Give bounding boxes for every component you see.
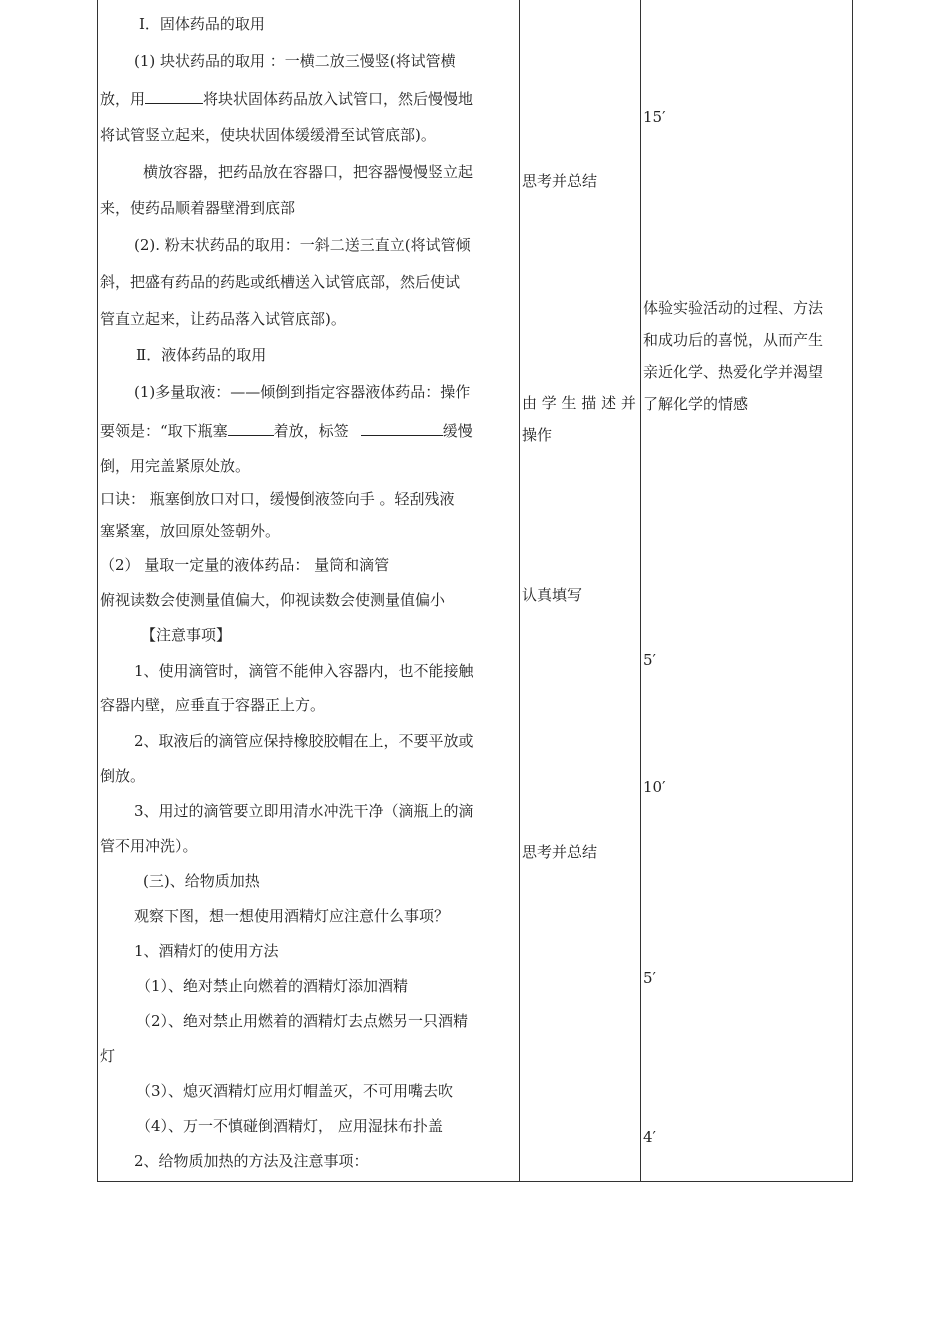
activity-item: 操作 xyxy=(522,426,553,444)
text-line: （2）、绝对禁止用燃着的酒精灯去点燃另一只酒精 xyxy=(136,1012,469,1030)
fill-blank xyxy=(145,88,203,104)
goal-line: 和成功后的喜悦，从而产生 xyxy=(643,331,824,349)
activity-item: 认真填写 xyxy=(522,586,583,604)
text-line: 要领是：“取下瓶塞 着放，标签 缓慢 xyxy=(100,422,473,440)
text-line: 倒放。 xyxy=(100,767,146,785)
text-line: 横放容器，把药品放在容器口，把容器慢慢竖立起 xyxy=(143,163,474,181)
heading-liquid-reagents: Ⅱ．液体药品的取用 xyxy=(136,346,267,364)
text-line: 1、酒精灯的使用方法 xyxy=(134,942,279,960)
heading-solid-reagents: Ⅰ．固体药品的取用 xyxy=(139,15,265,33)
text-line: 管不用冲洗）。 xyxy=(100,837,198,855)
time-value: 4′ xyxy=(643,1128,656,1146)
text-line: 观察下图，想一想使用酒精灯应注意什么事项？ xyxy=(134,907,450,925)
activity-item: 由 学 生 描 述 并 xyxy=(522,394,636,412)
text-line: 容器内壁，应垂直于容器正上方。 xyxy=(100,696,326,714)
time-value: 15′ xyxy=(643,108,666,126)
text-line: 放，用 将块状固体药品放入试管口，然后慢慢地 xyxy=(100,90,474,108)
column-divider-1 xyxy=(519,0,520,1181)
fill-blank xyxy=(228,420,274,436)
text-line: 1、使用滴管时，滴管不能伸入容器内，也不能接触 xyxy=(134,662,474,680)
text-line: （1）、绝对禁止向燃着的酒精灯添加酒精 xyxy=(136,977,409,995)
goal-line: 亲近化学、热爱化学并渴望 xyxy=(643,363,824,381)
text-line: 来，使药品顺着器壁滑到底部 xyxy=(100,199,296,217)
text-line: 倒，用完盖紧原处放。 xyxy=(100,457,251,475)
text-line: (1)多量取液：——倾倒到指定容器液体药品：操作 xyxy=(134,383,471,401)
text-line: (1) 块状药品的取用 ：一横二放三慢竖(将试管横 xyxy=(134,52,456,70)
text-line: 将试管竖立起来，使块状固体缓缓滑至试管底部)。 xyxy=(100,126,436,144)
goal-line: 体验实验活动的过程、方法 xyxy=(643,299,824,317)
text-line: 3、用过的滴管要立即用清水冲洗干净（滴瓶上的滴 xyxy=(134,802,474,820)
text-line: 管直立起来，让药品落入试管底部)。 xyxy=(100,310,346,328)
time-value: 5′ xyxy=(643,969,656,987)
text-line: (2). 粉末状药品的取用：一斜二送三直立(将试管倾 xyxy=(134,236,471,254)
heading-precautions: 【注意事项】 xyxy=(141,626,232,644)
text-line: 斜，把盛有药品的药匙或纸槽送入试管底部，然后使试 xyxy=(100,273,461,291)
text-line: 俯视读数会使测量值偏大，仰视读数会使测量值偏小 xyxy=(100,591,446,609)
activity-item: 思考并总结 xyxy=(522,843,598,861)
activity-item: 思考并总结 xyxy=(522,172,598,190)
heading-heating: (三)、给物质加热 xyxy=(143,872,260,890)
text-line: 灯 xyxy=(100,1047,116,1065)
text-line: 塞紧塞，放回原处签朝外。 xyxy=(100,522,281,540)
time-value: 10′ xyxy=(643,778,666,796)
text-line: 2、给物质加热的方法及注意事项： xyxy=(134,1152,369,1170)
text-line: （4）、万一不慎碰倒酒精灯， 应用湿抹布扑盖 xyxy=(136,1117,443,1135)
text-line: 2、取液后的滴管应保持橡胶胶帽在上，不要平放或 xyxy=(134,732,474,750)
column-divider-2 xyxy=(640,0,641,1181)
mnemonic-line: 口诀： 瓶塞倒放口对口，缓慢倒液签向手 。轻刮残液 xyxy=(100,490,455,508)
fill-blank xyxy=(361,420,443,436)
time-value: 5′ xyxy=(643,651,656,669)
text-line: （2） 量取一定量的液体药品： 量筒和滴管 xyxy=(100,556,390,574)
text-line: （3）、熄灭酒精灯应用灯帽盖灭，不可用嘴去吹 xyxy=(136,1082,454,1100)
goal-line: 了解化学的情感 xyxy=(643,395,749,413)
